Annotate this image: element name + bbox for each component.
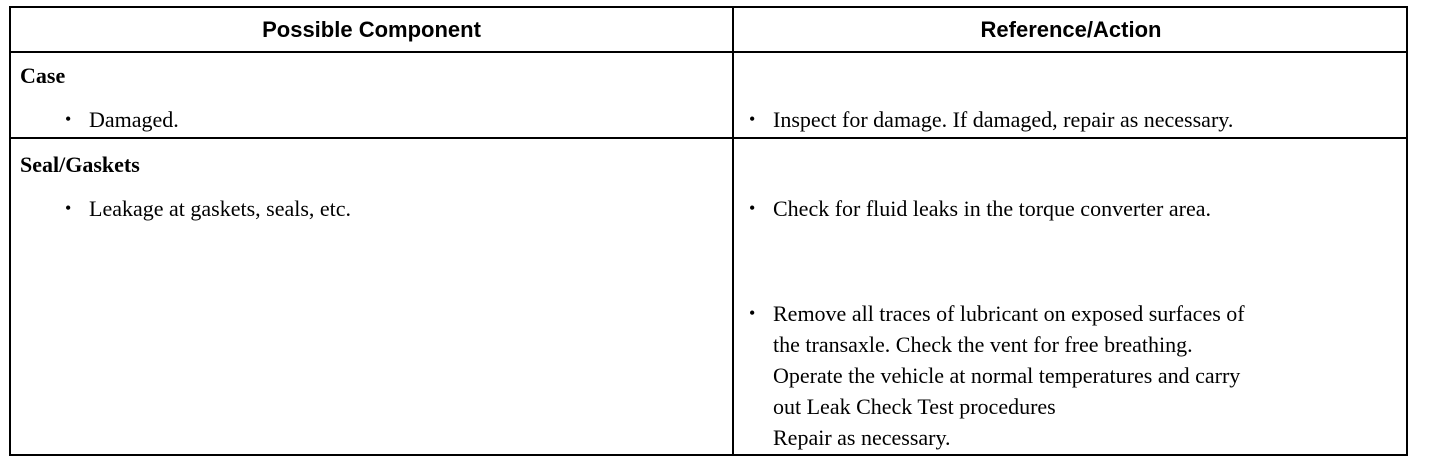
header-possible-component: Possible Component (262, 16, 481, 42)
action-remove-lubricant-line-3: Operate the vehicle at normal temperatures and carry (773, 363, 1241, 388)
bullet-icon: • (749, 109, 756, 129)
header-divider (11, 51, 1406, 53)
action-check-fluid-leaks: Check for fluid leaks in the torque converter area. (773, 196, 1211, 221)
action-remove-lubricant-line-1: Remove all traces of lubricant on exposed surfaces of (773, 301, 1245, 326)
diagnosis-table (9, 6, 1408, 456)
bullet-icon: • (749, 198, 756, 218)
action-remove-lubricant-line-4: out Leak Check Test procedures (773, 394, 1056, 419)
action-inspect-damage: Inspect for damage. If damaged, repair as necessary. (773, 107, 1234, 132)
bullet-icon: • (65, 109, 72, 129)
column-divider (732, 8, 734, 454)
action-remove-lubricant-line-2: the transaxle. Check the vent for free breathing. (773, 332, 1193, 357)
row-divider (11, 137, 1406, 139)
action-remove-lubricant-line-5: Repair as necessary. (773, 425, 951, 450)
header-reference-action: Reference/Action (980, 16, 1162, 42)
section-title-case: Case (20, 63, 66, 88)
component-case-damaged: Damaged. (89, 107, 179, 132)
bullet-icon: • (749, 303, 756, 323)
bullet-icon: • (65, 198, 72, 218)
component-leakage: Leakage at gaskets, seals, etc. (89, 196, 352, 221)
section-title-seal-gaskets: Seal/Gaskets (20, 152, 140, 177)
